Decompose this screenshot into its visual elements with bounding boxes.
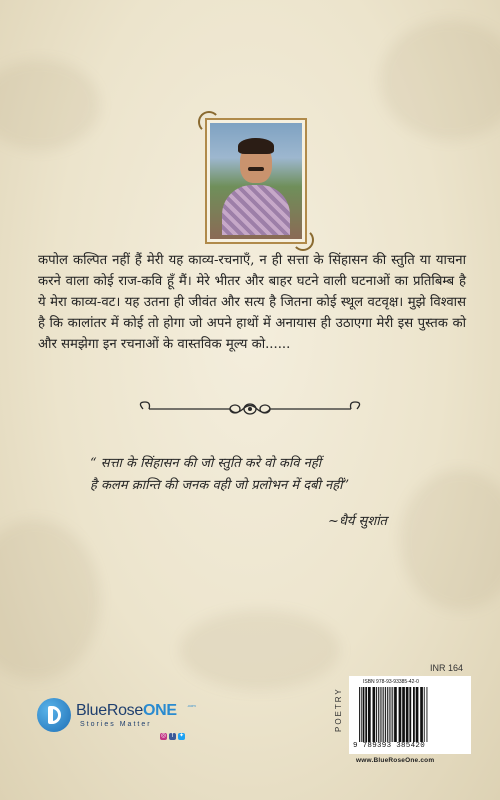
publisher-dotcom: .com — [187, 703, 196, 708]
ornamental-divider — [135, 398, 365, 420]
genre-label: POETRY — [334, 687, 343, 732]
quote-line-2: है कलम क्रान्ति की जनक वही जो प्रलोभन में दबी नहीं” — [90, 478, 350, 493]
publisher-name-main: BlueRose — [76, 702, 143, 719]
publisher-name — [76, 702, 177, 720]
barcode-digits: 9 789393 385420 — [353, 742, 426, 750]
quote — [90, 453, 430, 497]
price-label: INR 164 — [430, 663, 464, 673]
author-signature: ~धैर्य सुशांत — [328, 514, 387, 529]
publisher-tagline: Stories Matter — [80, 721, 152, 728]
author-photo — [210, 123, 302, 239]
blurb-text: कपोल कल्पित नहीं हैं मेरी यह काव्य-रचनाएँ, न ही सत्ता के सिंहासन की स्तुति या याचना करने वाला कोई राज-कवि हूँ मैं। मेरे भीतर और बाहर घटने वाली घटनाओं का प्रतिबिम्ब है ये मेरा काव्य-वट। यह उतना ही जीवंत और सत्य है जितना कोई स्थूल वटवृक्ष। मुझे विश्वास है कि कालांतर में कोई तो होगा जो अपने हाथों में अनायास ही उठाएगा मेरी इस पुस्तक को और समझेगा इन रचनाओं के वास्तविक मूल्य को...... — [38, 253, 466, 352]
twitter-icon[interactable]: ✦ — [178, 733, 185, 739]
barcode-box — [349, 676, 471, 754]
instagram-icon[interactable]: ◎ — [160, 733, 167, 739]
author-photo-frame — [205, 118, 307, 244]
social-icons — [160, 733, 185, 740]
barcode — [357, 687, 463, 742]
isbn-label: ISBN 978-93-93385-42-0 — [363, 679, 419, 685]
facebook-icon[interactable]: f — [169, 733, 176, 740]
publisher-name-accent: ONE — [142, 702, 177, 719]
bluerose-logo-icon — [37, 698, 71, 732]
quote-line-1: “ सत्ता के सिंहासन की जो स्तुति करे वो कवि नहीं — [90, 456, 322, 471]
website-url[interactable]: www.BlueRoseOne.com — [356, 757, 435, 764]
